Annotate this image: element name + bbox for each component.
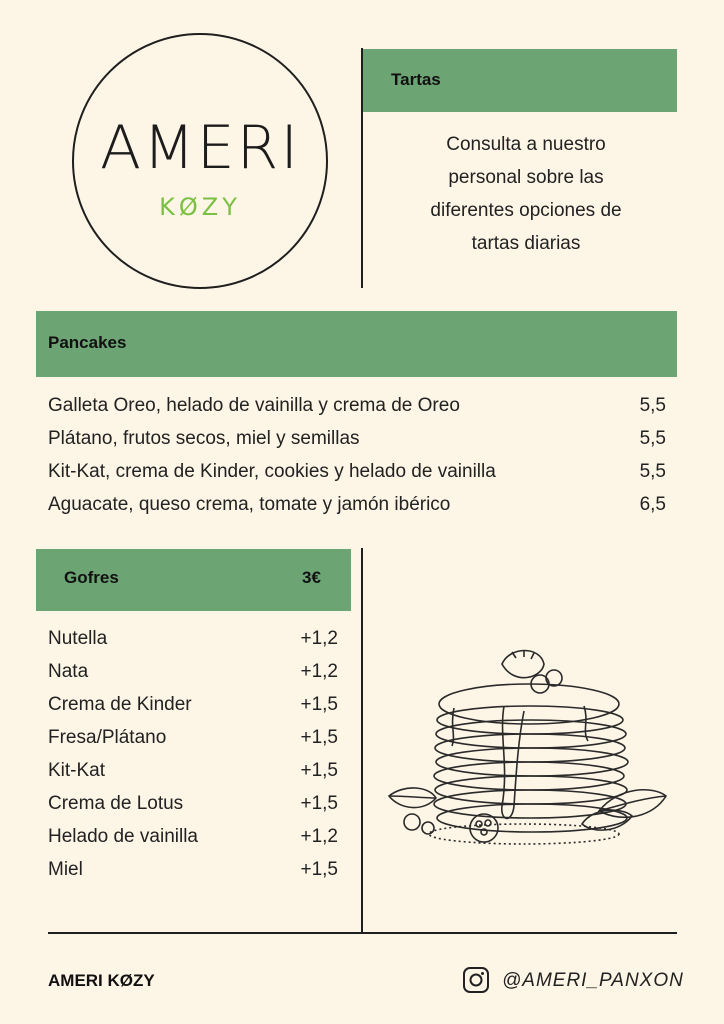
item-name: Crema de Kinder	[48, 694, 192, 715]
list-item	[48, 622, 338, 655]
item-price: +1,2	[300, 628, 338, 649]
pancakes-header-bar	[36, 311, 677, 377]
list-item	[48, 422, 666, 455]
item-name: Plátano, frutos secos, miel y semillas	[48, 428, 360, 449]
gofres-price: 3€	[302, 568, 321, 587]
tartas-title: Tartas	[391, 70, 441, 89]
gofres-title: Gofres	[64, 568, 119, 587]
item-name: Nutella	[48, 628, 108, 649]
instagram-icon	[462, 966, 490, 994]
list-item	[48, 655, 338, 688]
tartas-desc-line: tartas diarias	[471, 233, 581, 254]
item-name: Aguacate, queso crema, tomate y jamón ibérico	[48, 494, 451, 515]
list-item	[48, 721, 338, 754]
item-name: Helado de vainilla	[48, 826, 198, 847]
item-price: +1,5	[300, 859, 338, 880]
item-price: +1,2	[300, 661, 338, 682]
item-price: +1,5	[300, 727, 338, 748]
bottom-divider	[361, 548, 363, 934]
list-item	[48, 754, 338, 787]
list-item	[48, 389, 666, 422]
pancakes-list	[48, 389, 666, 521]
item-name: Galleta Oreo, helado de vainilla y crema de Oreo	[48, 395, 460, 416]
item-price: 5,5	[639, 461, 666, 482]
gofres-list	[48, 622, 338, 886]
list-item	[48, 820, 338, 853]
item-price: 6,5	[639, 494, 666, 515]
footer-brand: AMERI KØZY	[48, 971, 155, 990]
pancakes-title: Pancakes	[48, 333, 127, 352]
tartas-desc-line: personal sobre las	[448, 167, 604, 188]
item-price: 5,5	[639, 428, 666, 449]
item-name: Kit-Kat, crema de Kinder, cookies y helado de vainilla	[48, 461, 496, 482]
pancake-stack-illustration	[384, 646, 674, 856]
item-price: +1,5	[300, 793, 338, 814]
item-price: +1,5	[300, 694, 338, 715]
item-price: 5,5	[639, 395, 666, 416]
item-name: Fresa/Plátano	[48, 727, 167, 748]
list-item	[48, 787, 338, 820]
tartas-desc-line: diferentes opciones de	[430, 200, 622, 221]
item-name: Miel	[48, 859, 83, 880]
logo-subtitle: KØZY	[159, 193, 241, 221]
item-name: Kit-Kat	[48, 760, 106, 781]
tartas-description	[380, 128, 672, 260]
list-item	[48, 853, 338, 886]
list-item	[48, 688, 338, 721]
item-price: +1,5	[300, 760, 338, 781]
tartas-desc-line: Consulta a nuestro	[446, 134, 606, 155]
logo-name: AMERI	[99, 113, 301, 183]
item-price: +1,2	[300, 826, 338, 847]
item-name: Nata	[48, 661, 89, 682]
list-item	[48, 488, 666, 521]
list-item	[48, 455, 666, 488]
footer-divider	[48, 932, 677, 934]
item-name: Crema de Lotus	[48, 793, 184, 814]
instagram-handle[interactable]: @AMERI_PANXON	[502, 970, 684, 991]
